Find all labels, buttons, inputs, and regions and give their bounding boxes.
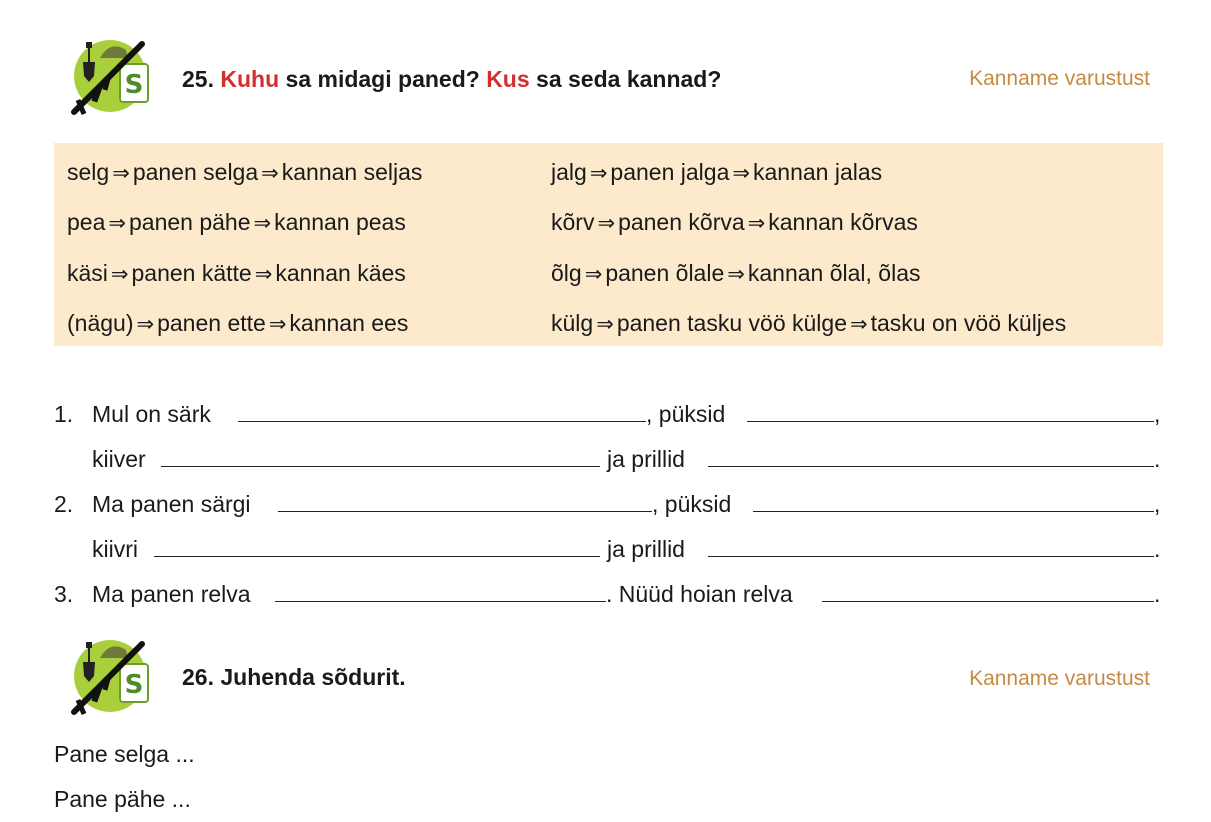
arrow-icon: ⇒ <box>112 161 130 185</box>
item-text: , püksid <box>646 401 726 427</box>
answer-blank[interactable] <box>154 556 600 557</box>
topic-label: Kanname varustust <box>969 667 1150 690</box>
answer-blank[interactable] <box>753 511 1154 512</box>
word: kannan õlal, õlas <box>747 260 921 286</box>
exercise-number: 25. <box>182 66 214 92</box>
answer-blank[interactable] <box>238 421 646 422</box>
arrow-icon: ⇒ <box>849 312 868 336</box>
instruction-line: Pane selga ... <box>54 741 195 767</box>
answer-blank[interactable] <box>275 601 606 602</box>
word: jalg <box>551 159 587 185</box>
item-text: . <box>1154 581 1161 607</box>
item-text: Ma panen särgi <box>92 491 251 517</box>
arrow-icon: ⇒ <box>253 211 272 235</box>
word: panen tasku vöö külge <box>616 310 847 336</box>
item-text: . <box>1154 536 1161 562</box>
grammar-line <box>551 260 921 287</box>
instruction-line: Pane pähe ... <box>54 786 191 812</box>
item-text: , püksid <box>652 491 732 517</box>
arrow-icon: ⇒ <box>254 262 273 286</box>
grammar-line <box>551 159 882 186</box>
item-number: 2. <box>54 491 74 517</box>
answer-blank[interactable] <box>747 421 1154 422</box>
answer-blank[interactable] <box>161 466 600 467</box>
item-text: ja prillid <box>607 446 685 472</box>
arrow-icon: ⇒ <box>747 211 766 235</box>
arrow-icon: ⇒ <box>136 312 155 336</box>
grammar-line <box>551 310 1066 337</box>
title-text: sa seda kannad? <box>536 66 722 92</box>
arrow-icon: ⇒ <box>108 211 126 235</box>
word: kannan käes <box>275 260 406 286</box>
item-number: 3. <box>54 581 74 607</box>
answer-blank[interactable] <box>708 466 1154 467</box>
grammar-line <box>551 209 918 236</box>
exercise-25-title <box>182 66 721 93</box>
answer-blank[interactable] <box>822 601 1154 602</box>
arrow-icon: ⇒ <box>589 161 608 185</box>
word: käsi <box>67 260 108 286</box>
word: panen jalga <box>610 159 730 185</box>
item-text: Mul on särk <box>92 401 211 427</box>
word: panen selga <box>132 159 259 185</box>
item-text: kiivri <box>92 536 138 562</box>
arrow-icon: ⇒ <box>268 312 287 336</box>
item-text: ja prillid <box>607 536 685 562</box>
arrow-icon: ⇒ <box>261 161 279 185</box>
svg-text:S: S <box>124 70 144 100</box>
answer-blank[interactable] <box>708 556 1154 557</box>
word: kannan jalas <box>752 159 883 185</box>
arrow-icon: ⇒ <box>110 262 129 286</box>
word: kannan peas <box>274 209 406 235</box>
arrow-icon: ⇒ <box>727 262 745 286</box>
item-text: Ma panen relva <box>92 581 251 607</box>
word: panen ette <box>157 310 266 336</box>
question-word-kus: Kus <box>486 66 530 92</box>
item-number: 1. <box>54 401 74 427</box>
word: panen kätte <box>131 260 252 286</box>
word: panen kõrva <box>618 209 745 235</box>
grammar-line <box>67 159 422 186</box>
item-text: . <box>1154 446 1161 472</box>
word: panen õlale <box>605 260 725 286</box>
word: kannan ees <box>289 310 409 336</box>
word: kõrv <box>551 209 595 235</box>
soldier-equipment-logo-icon <box>70 638 154 718</box>
word: tasku on vöö küljes <box>870 310 1067 336</box>
word: külg <box>551 310 594 336</box>
arrow-icon: ⇒ <box>597 211 616 235</box>
item-text: kiiver <box>92 446 146 472</box>
arrow-icon: ⇒ <box>732 161 750 185</box>
exercise-26-title: 26. Juhenda sõdurit. <box>182 664 406 690</box>
word: selg <box>67 159 110 185</box>
word: (nägu) <box>67 310 134 336</box>
arrow-icon: ⇒ <box>584 262 603 286</box>
arrow-icon: ⇒ <box>596 312 614 336</box>
grammar-box <box>54 143 1163 346</box>
answer-blank[interactable] <box>278 511 652 512</box>
title-text: sa midagi paned? <box>285 66 480 92</box>
word: kannan seljas <box>281 159 423 185</box>
soldier-equipment-logo-icon <box>70 38 154 118</box>
item-text: , <box>1154 401 1161 427</box>
word: pea <box>67 209 106 235</box>
word: kannan kõrvas <box>768 209 918 235</box>
question-word-kuhu: Kuhu <box>220 66 280 92</box>
word: panen pähe <box>128 209 251 235</box>
topic-label: Kanname varustust <box>969 67 1150 90</box>
item-text: , <box>1154 491 1161 517</box>
svg-text:S: S <box>124 670 144 700</box>
grammar-line <box>67 260 406 287</box>
word: õlg <box>551 260 582 286</box>
grammar-line <box>67 310 408 337</box>
item-text: . Nüüd hoian relva <box>606 581 793 607</box>
grammar-line <box>67 209 406 236</box>
